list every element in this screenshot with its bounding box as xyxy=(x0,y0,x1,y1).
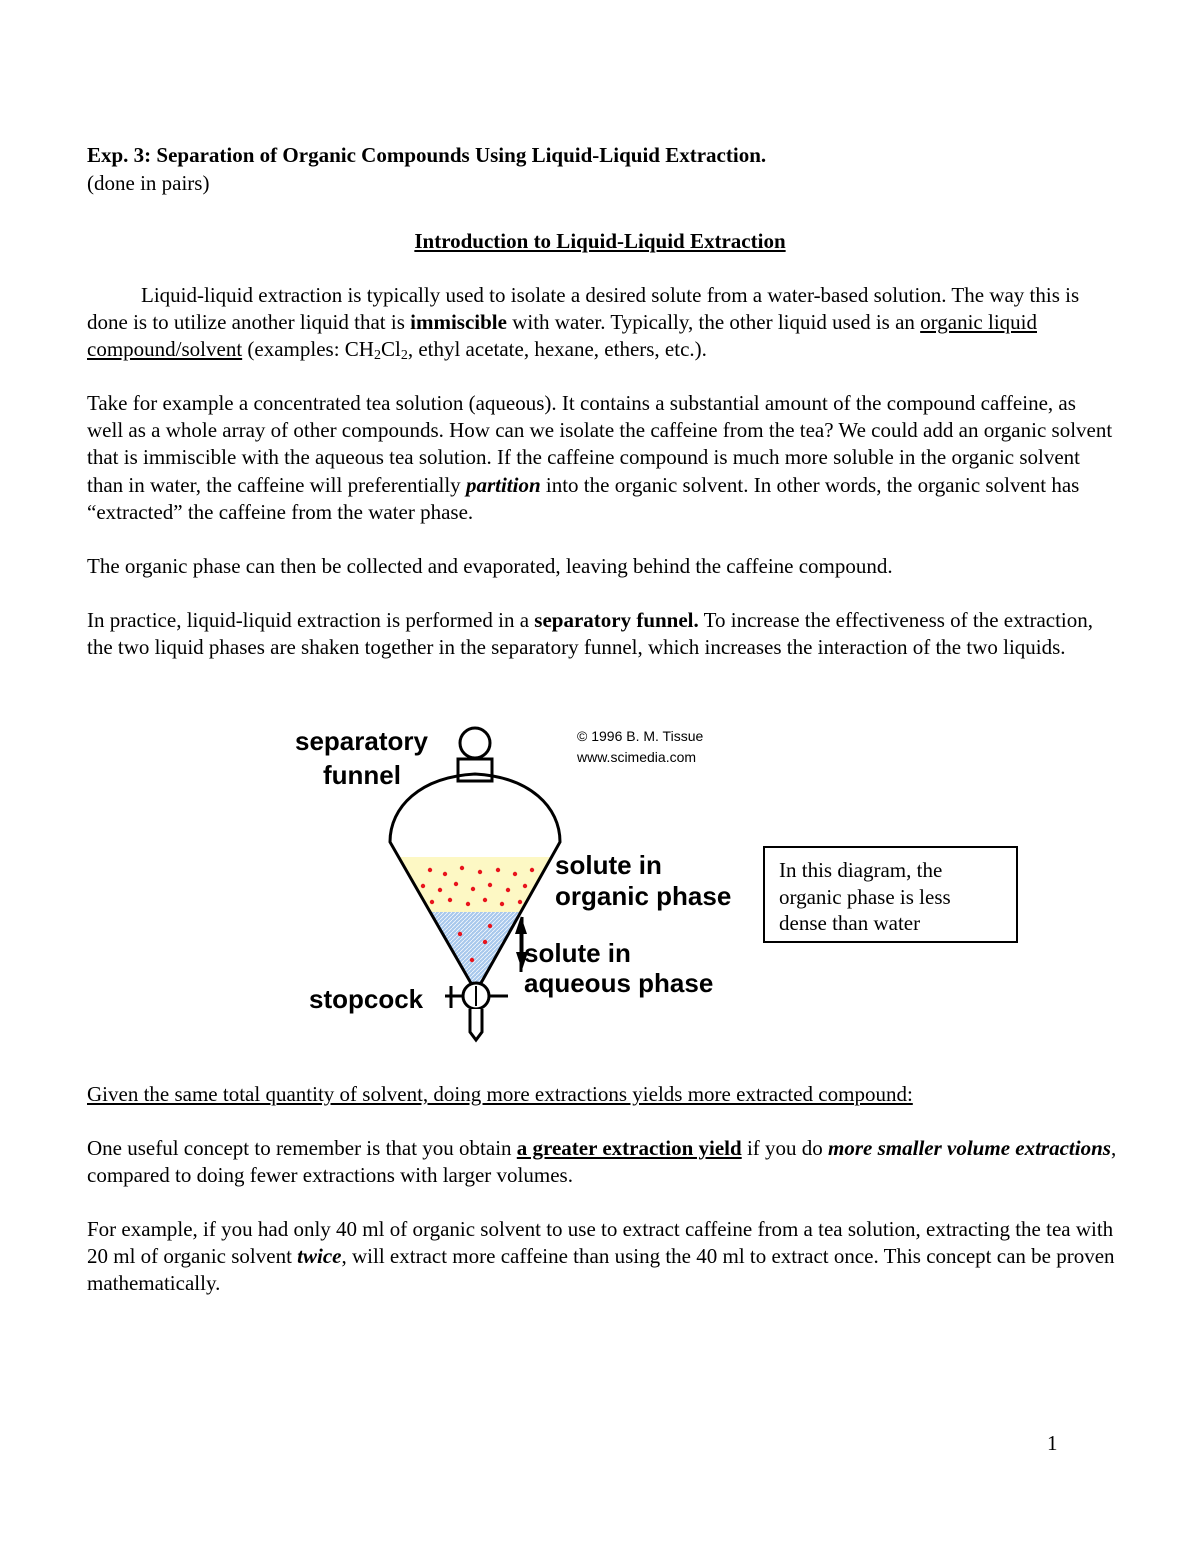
funnel-stem xyxy=(470,1009,482,1040)
term-greater-yield: a greater extraction yield xyxy=(516,1136,742,1160)
section-heading: Introduction to Liquid-Liquid Extraction xyxy=(414,229,786,253)
paragraph-evaporate: The organic phase can then be collected and evaporated, leaving behind the caffeine compound. xyxy=(87,554,893,578)
page-number: 1 xyxy=(1047,1431,1058,1455)
funnel-neck xyxy=(458,759,492,781)
section-heading-extractions: Given the same total quantity of solvent, doing more extractions yields more extracted compound: xyxy=(87,1082,913,1106)
term-partition: partition xyxy=(465,472,541,497)
copyright-line: © 1996 B. M. Tissue xyxy=(577,728,704,744)
label-separatory: separatory xyxy=(295,726,428,756)
copyright-url: www.scimedia.com xyxy=(577,749,697,765)
paragraph-concept: One useful concept to remember is that you obtain a greater extraction yield if you do more smaller volume extractions, compared to doing fewer extractions with larger volumes. xyxy=(87,1136,1117,1188)
paragraph-tea-example: Take for example a concentrated tea solution (aqueous). It contains a substantial amount of the compound caffeine, as well as a whole array of other compounds. How can we isolate the caffeine from the tea? We could add an organic solvent that is immiscible with the aqueous tea solution. If the caffeine compound is much more soluble in the organic solvent than in water, the caffeine will preferentially partition into the organic solvent. In other words, the organic solvent has “extracted” the caffeine from the water phase. xyxy=(87,391,1113,524)
organic-phase xyxy=(380,857,580,912)
label-organic-line1: solute in xyxy=(555,850,662,880)
document-subtitle: (done in pairs) xyxy=(87,171,210,195)
label-stopcock: stopcock xyxy=(309,984,424,1014)
diagram-note-box: In this diagram, the organic phase is less dense than water xyxy=(763,846,1018,943)
term-twice: twice xyxy=(297,1244,342,1269)
label-aqueous-line2: aqueous phase xyxy=(524,968,714,998)
stopper-icon xyxy=(460,728,490,758)
document-title: Exp. 3: Separation of Organic Compounds Using Liquid-Liquid Extraction. xyxy=(87,143,767,167)
term-immiscible: immiscible xyxy=(410,310,507,335)
label-funnel: funnel xyxy=(323,760,401,790)
term-smaller-extractions: more smaller volume extractions xyxy=(828,1136,1111,1160)
paragraph-intro: Liquid-liquid extraction is typically used to isolate a desired solute from a water-based solution. The way this is done is to utilize another liquid that is immiscible with water. Typically, the other liquid used is an organic liquid compound/solvent (examples: $CH_2Cl_2$, ethyl acetate, hexane, ethers, etc.). xyxy=(87,283,1080,364)
separatory-funnel-diagram xyxy=(280,712,780,1047)
paragraph-example: For example, if you had only 40 ml of organic solvent to use to extract caffeine from a tea solution, extracting the tea with 20 ml of organic solvent twice, will extract more caffeine than using the 40 ml to extract once. This concept can be proven mathematically. xyxy=(87,1217,1115,1296)
term-organic-solvent: organic liquid compound/solvent xyxy=(87,310,1037,362)
label-organic-line2: organic phase xyxy=(555,881,732,911)
label-aqueous-line1: solute in xyxy=(524,938,631,968)
paragraph-practice: In practice, liquid-liquid extraction is performed in a separatory funnel. To increase the effectiveness of the extraction, the two liquid phases are shaken together in the separatory funnel, which increases the interaction of the two liquids. xyxy=(87,608,1094,660)
term-separatory-funnel: separatory funnel. xyxy=(534,608,699,632)
